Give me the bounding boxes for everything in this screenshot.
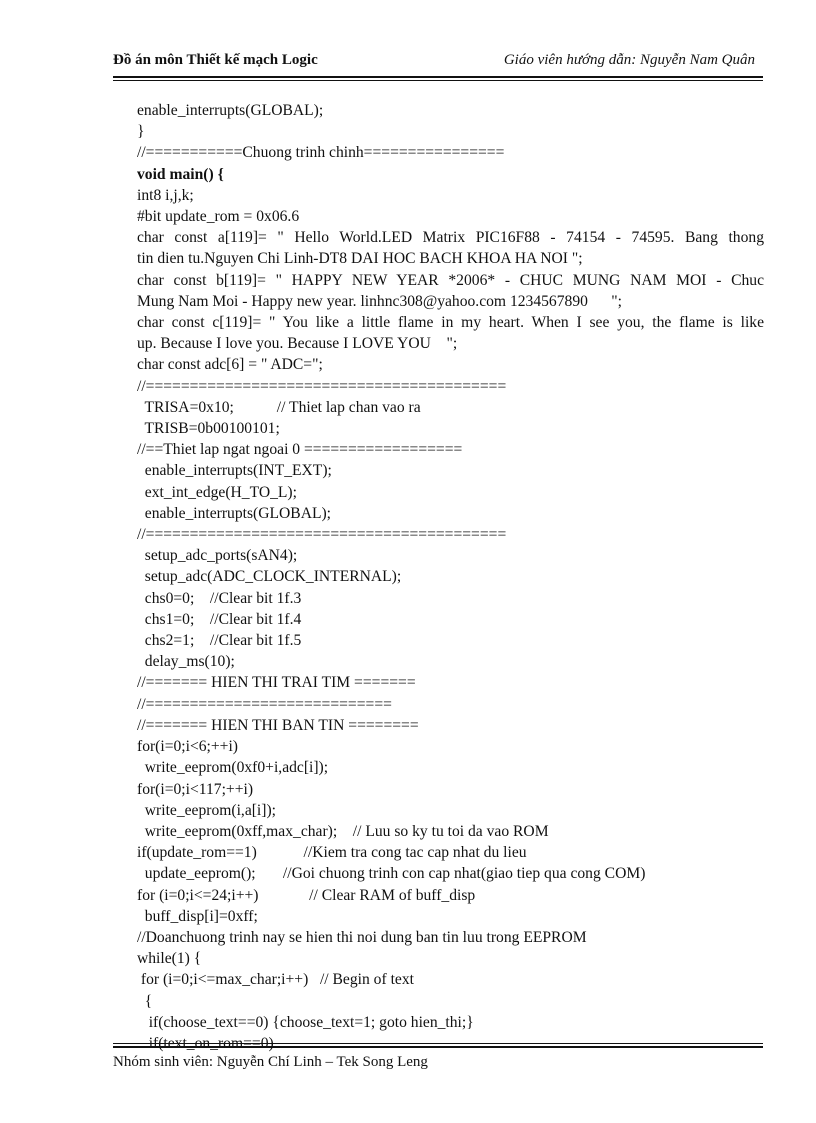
code-line: chs1=0; //Clear bit 1f.4 [137, 610, 302, 628]
code-line: delay_ms(10); [137, 653, 235, 671]
code-line: void main() { [137, 165, 224, 183]
code-line: char const adc[6] = " ADC="; [137, 356, 323, 374]
code-line: if(choose_text==0) {choose_text=1; goto hien_thi;} [137, 1013, 474, 1031]
code-line: //============================ [137, 695, 392, 713]
code-line: for (i=0;i<=max_char;i++) // Begin of text [137, 971, 414, 989]
code-line: if(text_on_rom==0) [137, 1034, 274, 1052]
code-line: Mung Nam Moi - Happy new year. linhnc308@yahoo.com 1234567890 "; [137, 292, 623, 310]
code-line: } [137, 123, 145, 141]
page-footer: Nhóm sinh viên: Nguyễn Chí Linh – Tek Song Leng [113, 1054, 428, 1070]
code-line: TRISB=0b00100101; [137, 420, 280, 438]
code-line: tin dien tu.Nguyen Chi Linh-DT8 DAI HOC BACH KHOA HA NOI "; [137, 250, 583, 268]
code-line: enable_interrupts(INT_EXT); [137, 462, 332, 480]
header-rule-thin [113, 80, 763, 81]
header-rule-thick [113, 76, 763, 78]
code-line: //===========Chuong trinh chinh================ [137, 144, 505, 162]
code-line: char const c[119]= " You like a little flame in my heart. When I see you, the flame is like [137, 314, 764, 332]
code-line: { [137, 992, 153, 1010]
code-line: chs0=0; //Clear bit 1f.3 [137, 589, 302, 607]
code-line: //Doanchuong trinh nay se hien thi noi dung ban tin luu trong EEPROM [137, 928, 587, 946]
code-line: for(i=0;i<117;++i) [137, 780, 254, 798]
code-line: write_eeprom(0xf0+i,adc[i]); [137, 759, 329, 777]
code-line: ext_int_edge(H_TO_L); [137, 483, 297, 501]
footer-rule-thin [113, 1043, 763, 1044]
code-line: setup_adc_ports(sAN4); [137, 547, 298, 565]
code-line: write_eeprom(0xff,max_char); // Luu so ky tu toi da vao ROM [137, 822, 549, 840]
code-line: //==Thiet lap ngat ngoai 0 ================== [137, 441, 463, 459]
code-line: write_eeprom(i,a[i]); [137, 801, 276, 819]
code-line: //========================================= [137, 526, 507, 544]
code-line: if(update_rom==1) //Kiem tra cong tac cap nhat du lieu [137, 844, 527, 862]
footer-rule-thick [113, 1046, 763, 1048]
code-line: //======= HIEN THI TRAI TIM ======= [137, 674, 416, 692]
code-listing [137, 100, 764, 1054]
code-line: setup_adc(ADC_CLOCK_INTERNAL); [137, 568, 402, 586]
code-line: up. Because I love you. Because I LOVE YOU "; [137, 335, 458, 353]
code-line: int8 i,j,k; [137, 186, 194, 204]
code-line: while(1) { [137, 950, 202, 968]
page-header [113, 50, 763, 74]
code-line: #bit update_rom = 0x06.6 [137, 208, 300, 226]
code-line: char const a[119]= " Hello World.LED Matrix PIC16F88 - 74154 - 74595. Bang thong [137, 229, 764, 247]
header-course-title: Đồ án môn Thiết kế mạch Logic [113, 52, 318, 68]
code-line: update_eeprom(); //Goi chuong trinh con cap nhat(giao tiep qua cong COM) [137, 865, 646, 883]
code-line: buff_disp[i]=0xff; [137, 907, 258, 925]
code-line: for (i=0;i<=24;i++) // Clear RAM of buff_disp [137, 886, 476, 904]
code-line: char const b[119]= " HAPPY NEW YEAR *2006* - CHUC MUNG NAM MOI - Chuc [137, 271, 764, 289]
code-line: //======= HIEN THI BAN TIN ======== [137, 716, 419, 734]
code-line: enable_interrupts(GLOBAL); [137, 102, 324, 119]
code-line: TRISA=0x10; // Thiet lap chan vao ra [137, 398, 421, 416]
header-instructor: Giáo viên hướng dẫn: Nguyễn Nam Quân [503, 52, 755, 68]
code-line: for(i=0;i<6;++i) [137, 738, 239, 756]
code-line: chs2=1; //Clear bit 1f.5 [137, 632, 302, 650]
code-line: //========================================= [137, 377, 507, 395]
code-line: enable_interrupts(GLOBAL); [137, 504, 332, 522]
